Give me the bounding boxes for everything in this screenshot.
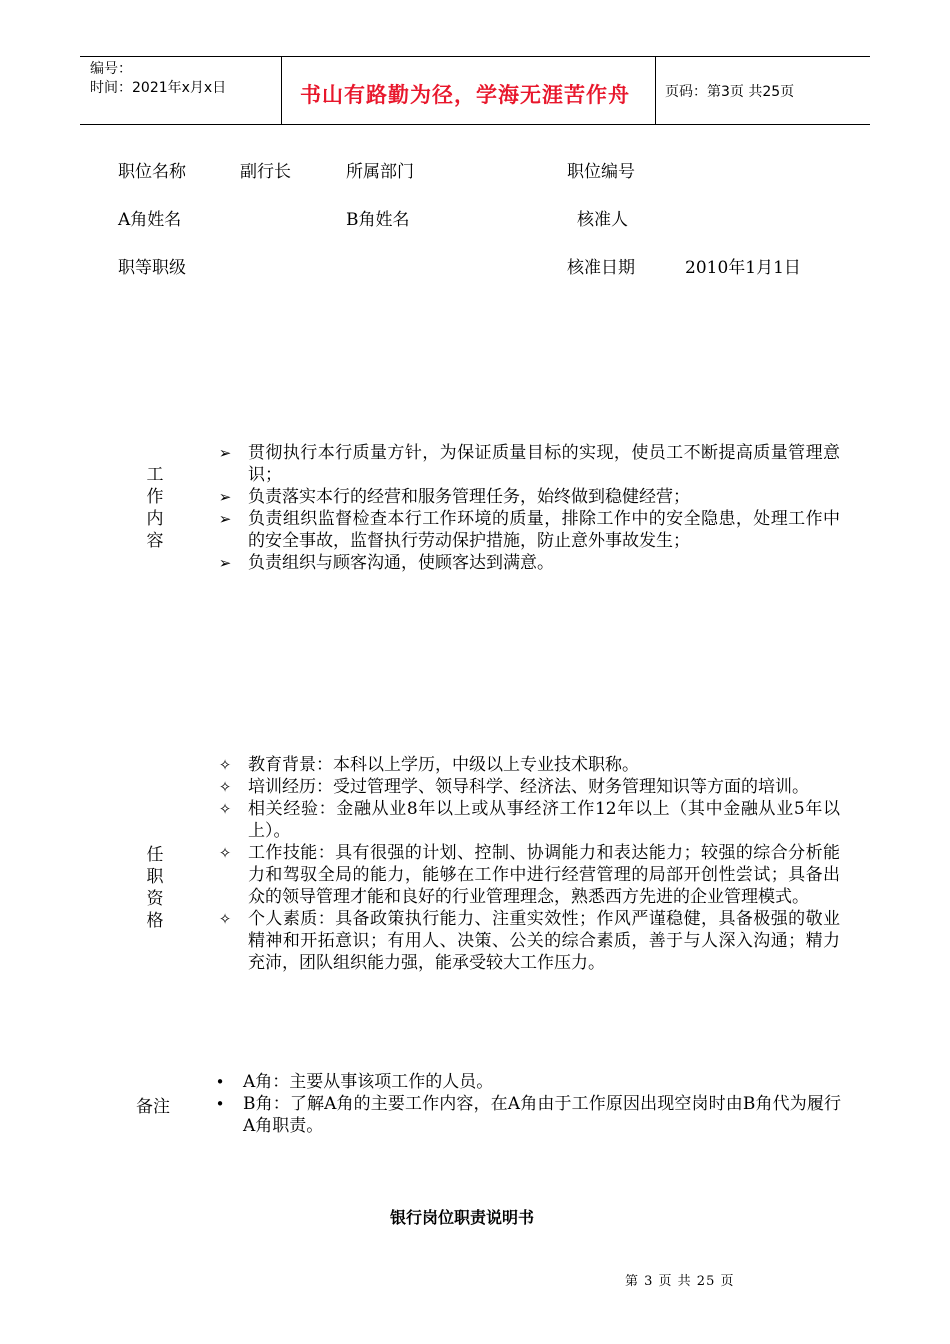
arrow-bullet-icon: ➢ (218, 554, 232, 572)
work-heading-char: 容 (146, 531, 164, 551)
list-item (210, 486, 840, 508)
list-item (210, 508, 840, 552)
list-item-text: 工作技能：具有很强的计划、控制、协调能力和表达能力；较强的综合分析能力和驾驭全局的能力，能够在工作中进行经营管理的局部开创性尝试；具备出众的领导管理才能和良好的行业管理理念，熟悉西方先进的企业管理模式。 (248, 843, 840, 907)
qualification-list (210, 754, 840, 974)
list-item (210, 842, 840, 908)
arrow-bullet-icon: ➢ (218, 510, 232, 528)
qualification-heading-char: 格 (146, 911, 164, 931)
list-item (210, 798, 840, 842)
position-name-label: 职位名称 (118, 162, 186, 182)
position-code-label: 职位编号 (567, 162, 635, 182)
arrow-bullet-icon: ➢ (218, 488, 232, 506)
list-item (205, 1071, 841, 1093)
a-name-label: A角姓名 (118, 210, 182, 230)
list-item-text: B角：了解A角的主要工作内容，在A角由于工作原因出现空岗时由B角代为履行A角职责。 (243, 1094, 841, 1136)
department-label: 所属部门 (346, 162, 414, 182)
work-heading (145, 464, 165, 552)
header-divider-right (655, 56, 656, 125)
header-page-code: 页码：第3页 共25页 (665, 84, 795, 100)
bullet-dot-icon: • (215, 1095, 225, 1113)
qualification-heading-char: 职 (146, 867, 164, 887)
list-item (210, 442, 840, 486)
list-item (210, 754, 840, 776)
page-footer: 第 3 页 共 25 页 (625, 1274, 735, 1289)
header-time-label: 时间：2021年x月x日 (90, 80, 227, 96)
qualification-heading (145, 844, 165, 932)
list-item (210, 776, 840, 798)
diamond-star-icon: ✧ (218, 800, 232, 818)
bullet-dot-icon: • (215, 1073, 225, 1091)
approve-date-label: 核准日期 (567, 258, 635, 278)
grade-label: 职等职级 (118, 258, 186, 278)
diamond-star-icon: ✧ (218, 844, 232, 862)
work-heading-char: 内 (146, 509, 164, 529)
diamond-star-icon: ✧ (218, 756, 232, 774)
list-item-text: 相关经验：金融从业8年以上或从事经济工作12年以上（其中金融从业5年以上）。 (248, 799, 840, 841)
list-item-text: 负责组织与顾客沟通，使顾客达到满意。 (248, 553, 554, 573)
approve-date-value: 2010年1月1日 (685, 258, 801, 278)
list-item-text: 负责落实本行的经营和服务管理任务，始终做到稳健经营； (248, 487, 690, 507)
position-name-value: 副行长 (240, 162, 291, 182)
approver-label: 核准人 (577, 210, 628, 230)
header-number-label: 编号： (90, 61, 132, 77)
list-item-text: 教育背景：本科以上学历，中级以上专业技术职称。 (248, 755, 639, 775)
work-heading-char: 工 (146, 465, 164, 485)
list-item-text: 个人素质：具备政策执行能力、注重实效性；作风严谨稳健，具备极强的敬业精神和开拓意识；有用人、决策、公关的综合素质，善于与人深入沟通；精力充沛，团队组织能力强，能承受较大工作压力。 (248, 909, 840, 973)
list-item-text: 培训经历：受过管理学、领导科学、经济法、财务管理知识等方面的培训。 (248, 777, 809, 797)
list-item (210, 908, 840, 974)
work-list (210, 442, 840, 574)
remarks-heading: 备注 (136, 1097, 170, 1117)
header-motto: 书山有路勤为径，学海无涯苦作舟 (300, 83, 630, 107)
work-heading-char: 作 (146, 487, 164, 507)
header-top-rule (80, 56, 870, 57)
diamond-star-icon: ✧ (218, 778, 232, 796)
arrow-bullet-icon: ➢ (218, 444, 232, 462)
list-item-text: 贯彻执行本行质量方针，为保证质量目标的实现，使员工不断提高质量管理意识； (248, 443, 840, 485)
list-item (205, 1093, 841, 1137)
list-item-text: A角：主要从事该项工作的人员。 (243, 1072, 494, 1092)
header-divider-left (281, 56, 282, 125)
b-name-label: B角姓名 (346, 210, 410, 230)
list-item (210, 552, 840, 574)
remarks-list (205, 1071, 841, 1137)
qualification-heading-char: 资 (146, 889, 164, 909)
document-title: 银行岗位职责说明书 (390, 1208, 535, 1227)
diamond-star-icon: ✧ (218, 910, 232, 928)
header-bottom-rule (80, 124, 870, 125)
list-item-text: 负责组织监督检查本行工作环境的质量，排除工作中的安全隐患，处理工作中的安全事故，监督执行劳动保护措施，防止意外事故发生； (248, 509, 840, 551)
qualification-heading-char: 任 (146, 845, 164, 865)
